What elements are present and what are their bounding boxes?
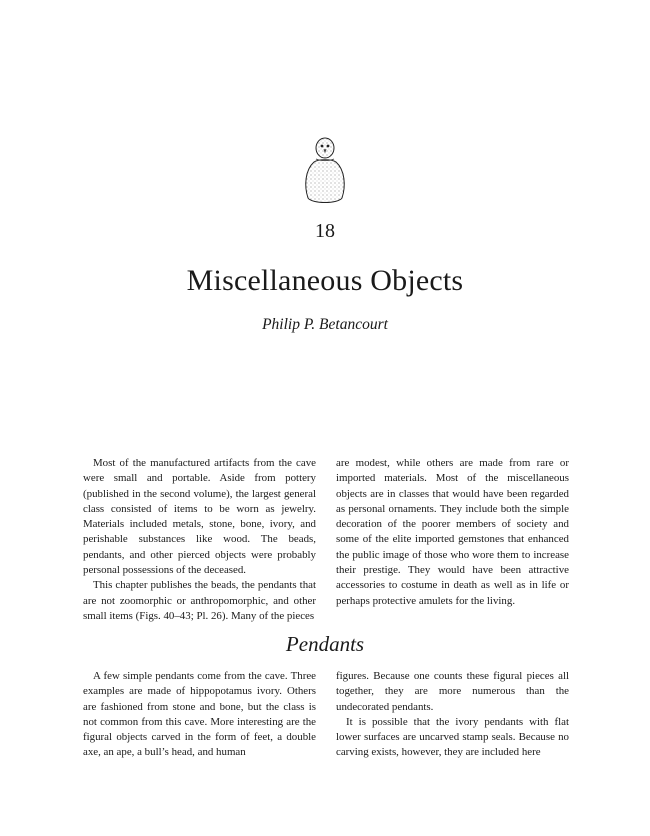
chapter-number: 18 — [315, 220, 335, 242]
pendants-column-right — [336, 669, 569, 761]
paragraph: A few simple pendants come from the cave. Three examples are made of hippopotamus ivory. Others are fashioned from stone and bone, but the class is not common from this cave. More interesting are the figural objects carved in the form of feet, a double axe, an ape, a bull’s head, and human — [83, 670, 316, 759]
figurine-icon — [302, 134, 348, 206]
paragraph: Most of the manufactured artifacts from the cave were small and portable. Aside from pottery (published in the second volume), the largest general class consisted of items to be worn as jewelry. Materials included metals, stone, bone, ivory, and perishable substances like wood. The beads, pendants, and other pierced objects were probably personal possessions of the deceased. — [83, 457, 316, 577]
author-name: Philip P. Betancourt — [262, 316, 388, 333]
intro-column-left — [83, 456, 316, 624]
paragraph: It is possible that the ivory pendants with flat lower surfaces are uncarved stamp seals. Because no carving exists, however, they are included here — [336, 715, 569, 759]
chapter-title: Miscellaneous Objects — [186, 264, 464, 297]
section-heading: Pendants — [285, 632, 365, 656]
intro-column-right — [336, 456, 569, 609]
paragraph: This chapter publishes the beads, the pendants that are not zoomorphic or anthropomorphic, and other small items (Figs. 40–43; Pl. 26). Many of the pieces — [83, 579, 316, 622]
paragraph: figures. Because one counts these figural pieces all together, they are more numerous than the undecorated pendants. — [336, 670, 569, 713]
paragraph: are modest, while others are made from rare or imported materials. Most of the miscellaneous objects are in classes that would have been regarded as personal ornaments. They include both the simple decoration of the poorer members of society and some of the elite imported gemstones that enhanced the public image of those who wore them to increase their prestige. They would have been attractive accessories to costume in death as well as in life or perhaps protective amulets for the living. — [336, 457, 569, 607]
pendants-column-left — [83, 669, 316, 761]
